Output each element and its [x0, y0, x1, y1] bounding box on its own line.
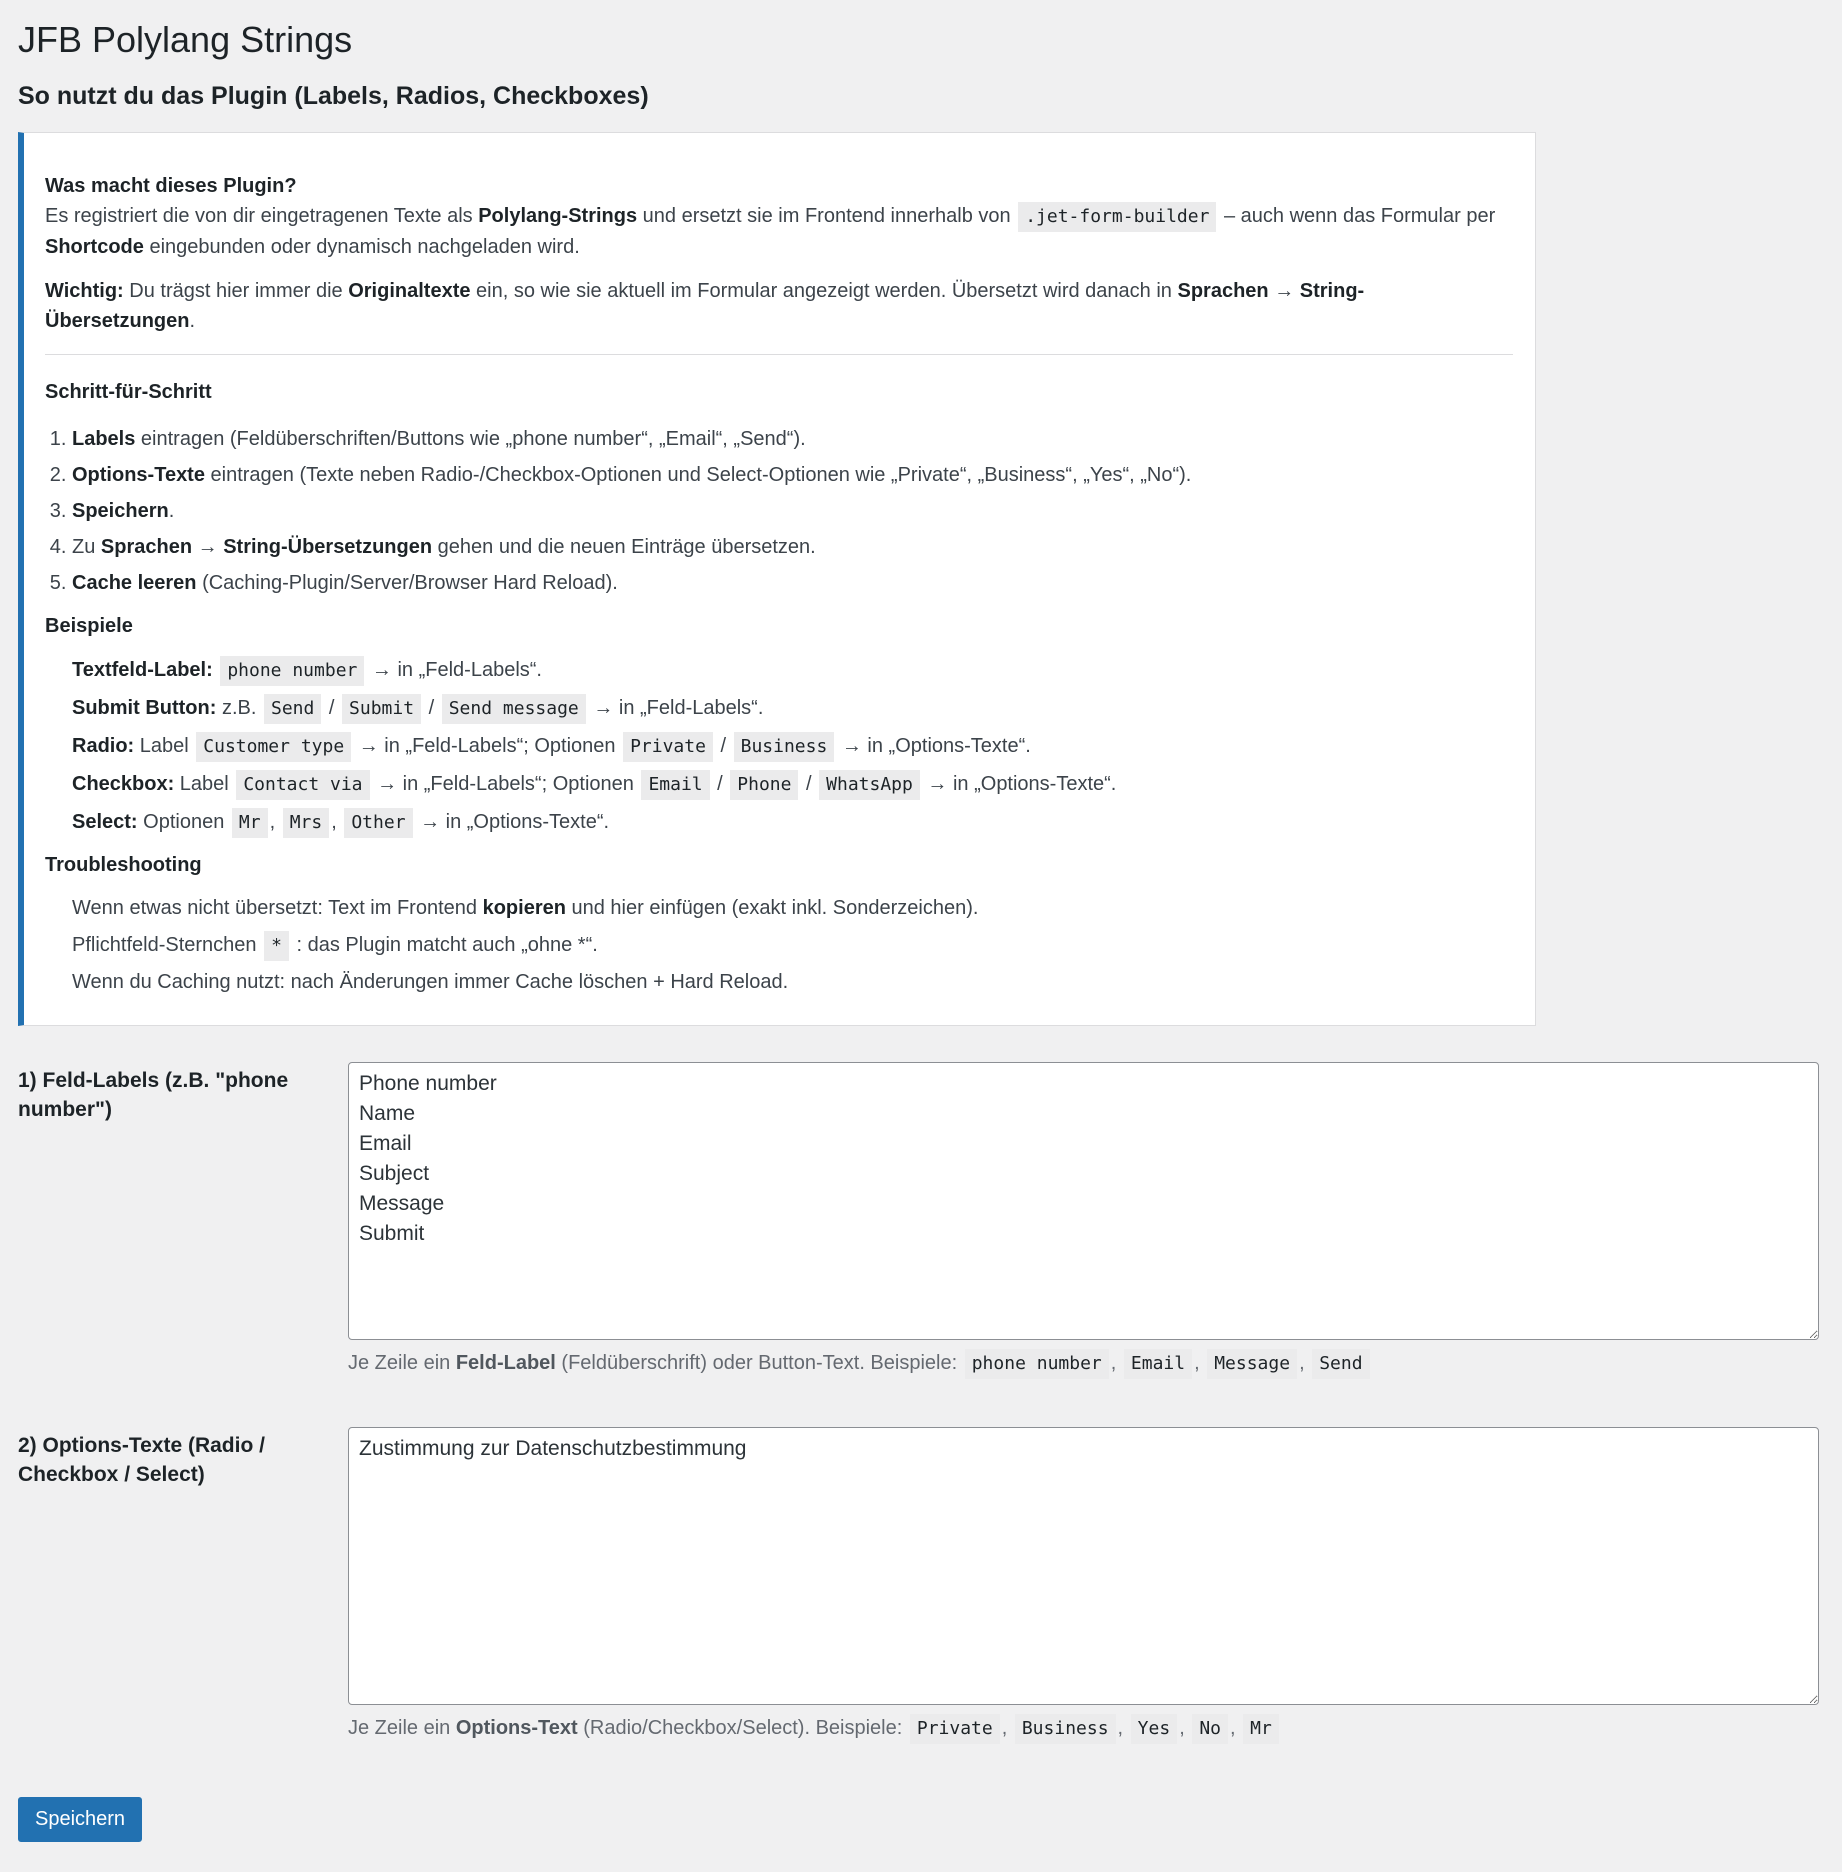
example-submit: Submit Button: z.B. Send / Submit / Send message → in „Feld-Labels“.: [72, 689, 1513, 727]
divider: [45, 354, 1513, 355]
example-select: Select: Optionen Mr , Mrs , Other → in „Options-Texte“.: [72, 803, 1513, 841]
steps-heading: Schritt-für-Schritt: [45, 381, 212, 403]
intro-paragraph: Es registriert die von dir eingetragenen Texte als Polylang-Strings und ersetzt sie im Frontend innerhalb von .jet-form-builder – auch wenn das Formular per Shortcode eingebunden oder dynamisch nachgeladen wird.: [45, 201, 1513, 262]
field-labels-description: Je Zeile ein Feld-Label (Feldüberschrift) oder Button-Text. Beispiele: phone number , Email , Message , Send: [348, 1348, 1372, 1379]
step-item: 5. Cache leeren (Caching-Plugin/Server/Browser Hard Reload).: [72, 565, 1513, 601]
options-texts-label: 2) Options-Texte (Radio / Checkbox / Select): [18, 1434, 265, 1486]
page-subtitle: So nutzt du das Plugin (Labels, Radios, Checkboxes): [18, 82, 649, 110]
field-labels-textarea[interactable]: [348, 1062, 1819, 1340]
example-radio: Radio: Label Customer type → in „Feld-Labels“; Optionen Private / Business → in „Options-Texte“.: [72, 727, 1513, 765]
options-texts-textarea[interactable]: [348, 1427, 1819, 1705]
code-selector: .jet-form-builder: [1018, 202, 1216, 232]
step-item: 1. Labels eintragen (Feldüberschriften/Buttons wie „phone number“, „Email“, „Send“).: [72, 421, 1513, 457]
troubleshooting-list: [45, 890, 1513, 1001]
options-texts-description: Je Zeile ein Options-Text (Radio/Checkbox/Select). Beispiele: Private , Business , Yes , No , Mr: [348, 1713, 1281, 1744]
important-paragraph: Wichtig: Du trägst hier immer die Originaltexte ein, so wie sie aktuell im Formular angezeigt werden. Übersetzt wird danach in Sprachen → String-Übersetzungen.: [45, 280, 1365, 332]
page-title: JFB Polylang Strings: [18, 19, 353, 60]
save-button[interactable]: Speichern: [18, 1797, 142, 1842]
example-checkbox: Checkbox: Label Contact via → in „Feld-Labels“; Optionen Email / Phone / WhatsApp → in „Options-Texte“.: [72, 765, 1513, 803]
step-item: 3. Speichern.: [72, 493, 1513, 529]
field-labels-label: 1) Feld-Labels (z.B. "phone number"): [18, 1069, 289, 1121]
trouble-item: Wenn du Caching nutzt: nach Änderungen immer Cache löschen + Hard Reload.: [72, 971, 789, 993]
what-heading: Was macht dieses Plugin?: [45, 175, 297, 197]
step-item: 4. Zu Sprachen → String-Übersetzungen gehen und die neuen Einträge übersetzen.: [72, 529, 1513, 565]
step-item: 2. Options-Texte eintragen (Texte neben Radio-/Checkbox-Optionen und Select-Optionen wie „Private“, „Business“, „Yes“, „No“).: [72, 457, 1513, 493]
steps-list: [45, 421, 1513, 601]
examples-list: [45, 651, 1513, 841]
trouble-item: Pflichtfeld-Sternchen * : das Plugin matcht auch „ohne *“.: [72, 927, 1513, 964]
examples-heading: Beispiele: [45, 615, 133, 637]
troubleshooting-heading: Troubleshooting: [45, 854, 202, 876]
example-textfield: Textfeld-Label: phone number → in „Feld-Labels“.: [72, 651, 1513, 689]
help-notice: [18, 132, 1536, 1026]
trouble-item: Wenn etwas nicht übersetzt: Text im Frontend kopieren und hier einfügen (exakt inkl. Sonderzeichen).: [72, 897, 979, 919]
